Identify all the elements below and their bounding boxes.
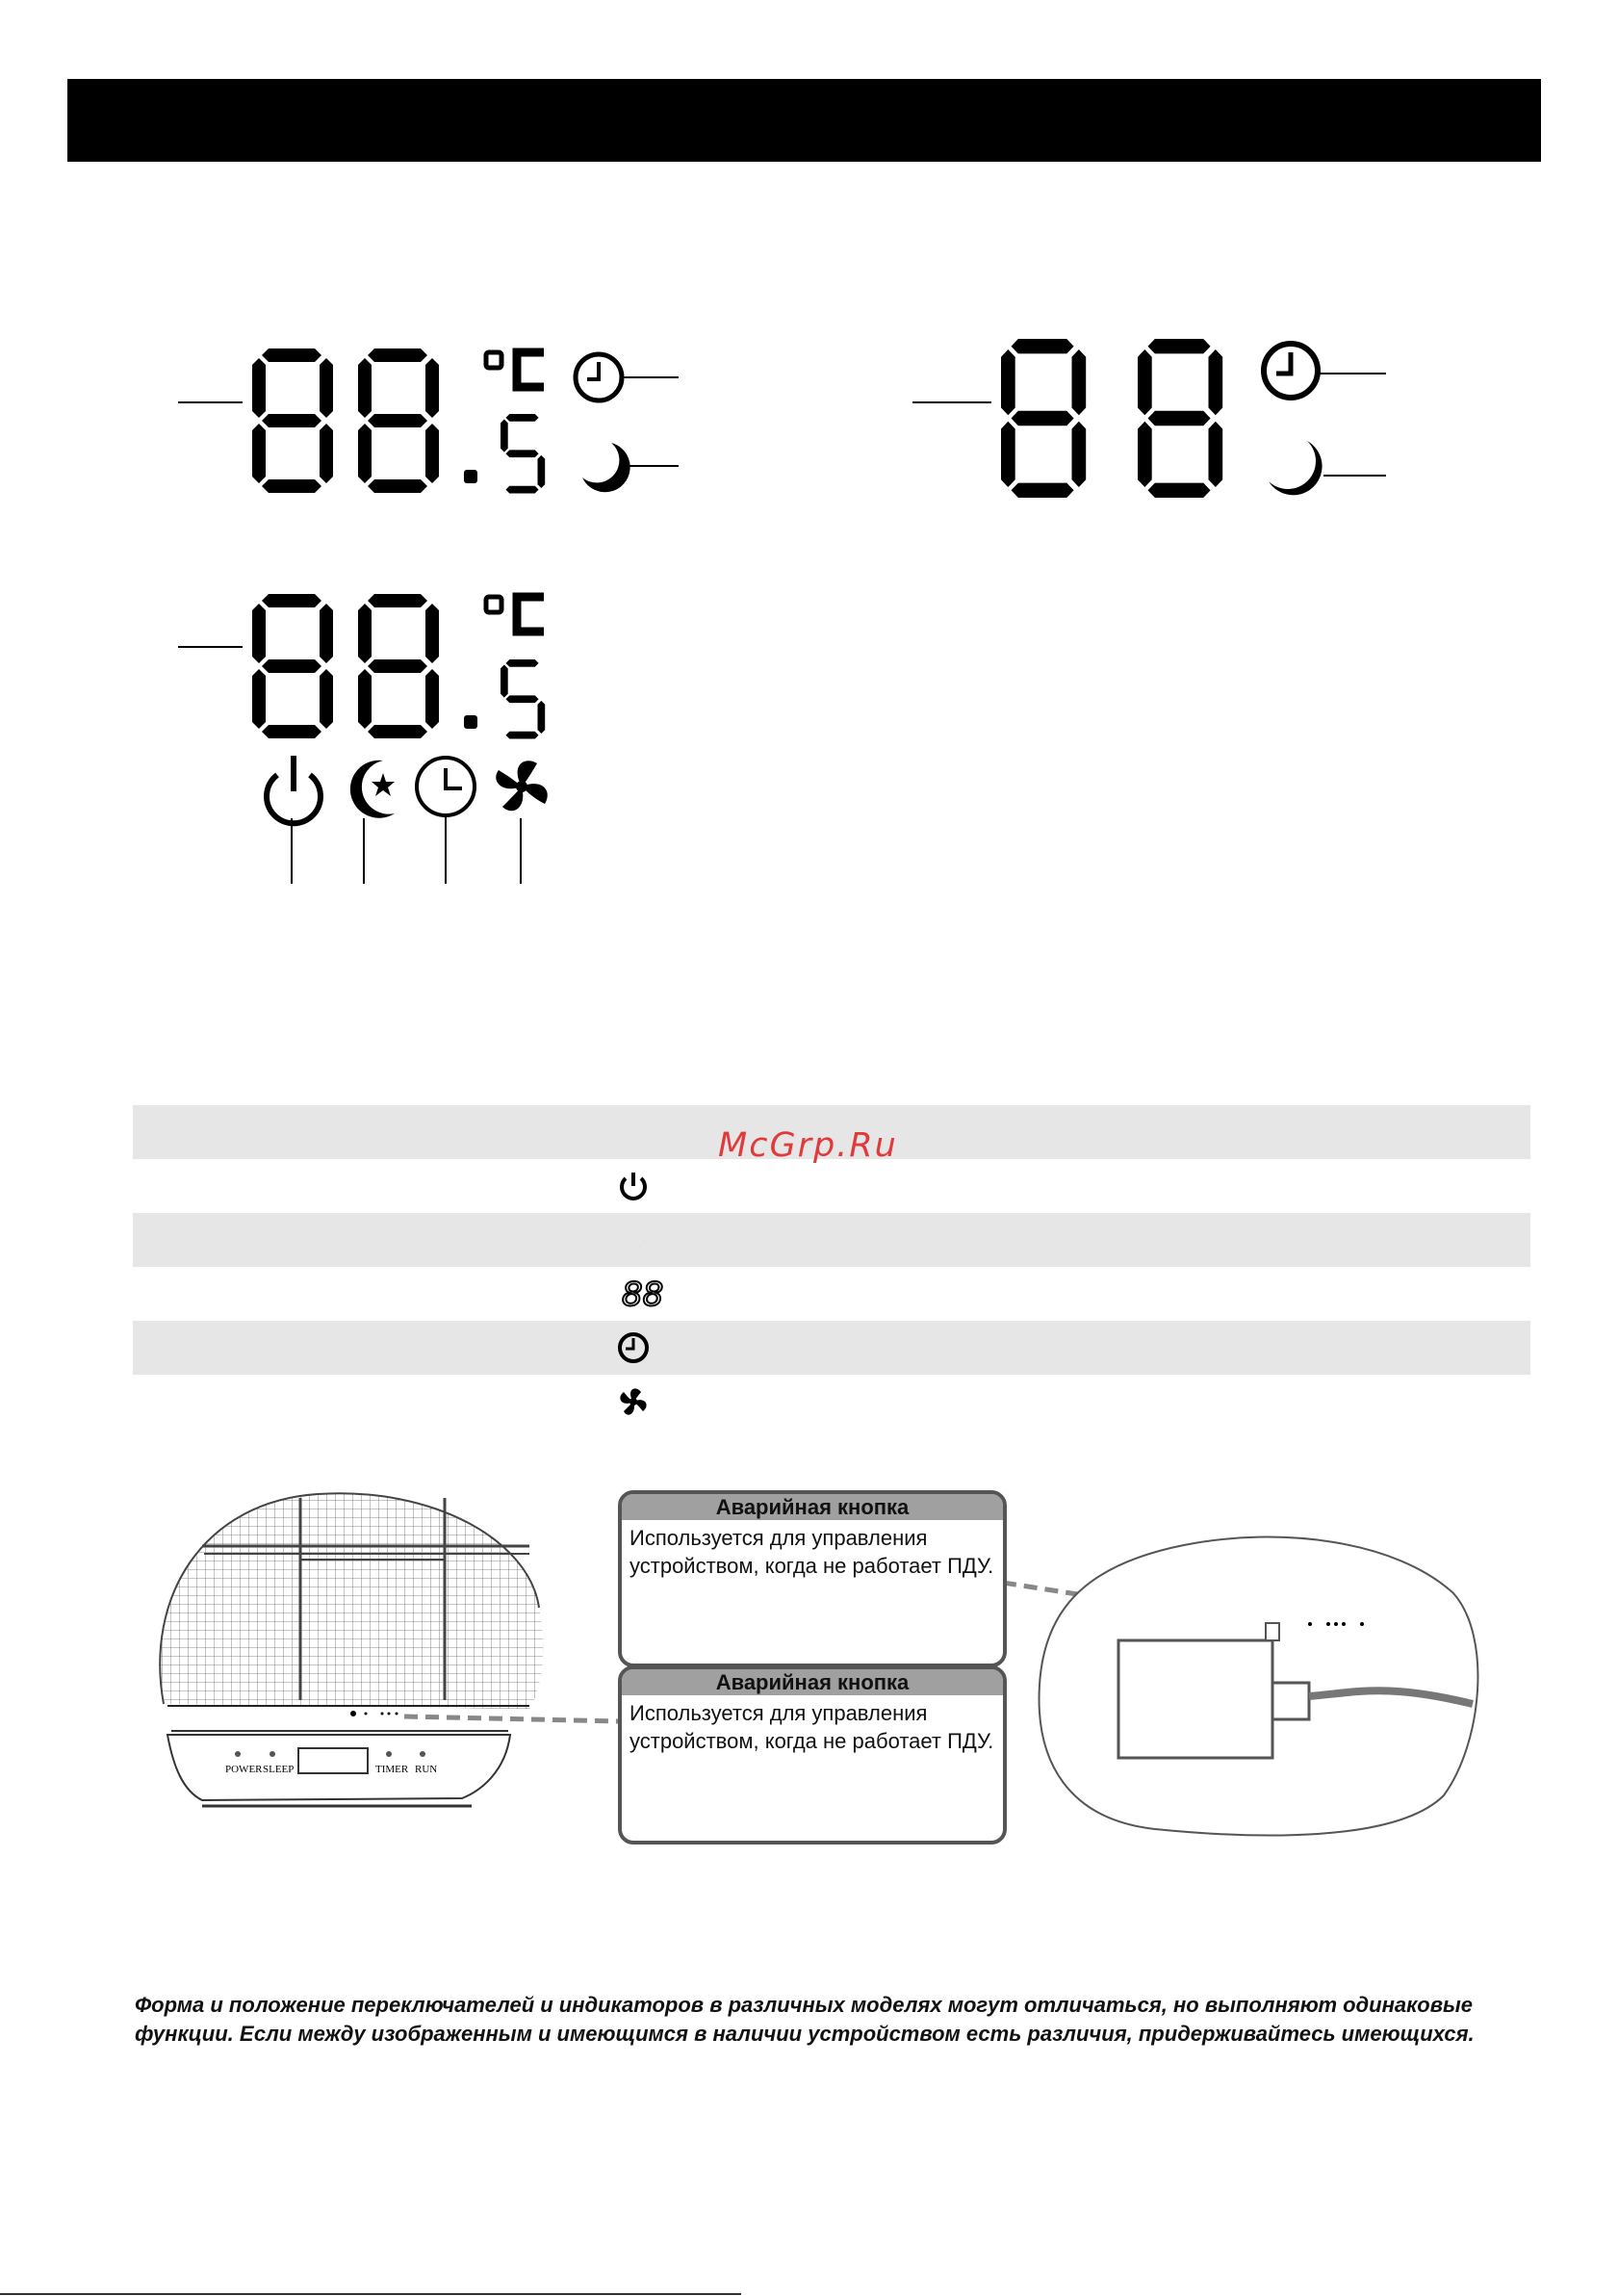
callout-body: Используется для управления устройством, когда не работает ПДУ. [629, 1701, 994, 1753]
display-diagrams [0, 0, 1618, 924]
moon-icon [614, 1221, 653, 1259]
panel-c-sleep-icon [350, 761, 395, 884]
table-row [133, 1159, 1530, 1213]
panel-a-clock-icon [576, 354, 679, 400]
panel-c-display [178, 594, 545, 739]
callout-body: Используется для управления устройством, когда не работает ПДУ. [629, 1526, 994, 1578]
panel-c-clock-icon [417, 758, 475, 884]
fan-icon [614, 1382, 653, 1421]
panel-label-timer: TIMER [375, 1764, 409, 1775]
emergency-button-callout-1 [618, 1490, 1007, 1667]
panel-label-sleep: SLEEP [263, 1764, 295, 1775]
emergency-button-detail [1030, 1521, 1482, 1848]
watermark: McGrp.Ru [718, 1126, 898, 1165]
table-row [133, 1321, 1530, 1375]
emergency-button-callout-2 [618, 1665, 1007, 1845]
callout-title: Аварийная кнопка [622, 1669, 1003, 1695]
display-88-icon [614, 1275, 664, 1313]
clock-icon [614, 1329, 653, 1367]
table-row [133, 1213, 1530, 1267]
panel-label-power: POWER [225, 1764, 263, 1775]
panel-a-moon-icon [582, 443, 679, 492]
panel-b-clock-icon [1264, 344, 1386, 398]
table-row [133, 1267, 1530, 1321]
power-icon [614, 1167, 653, 1205]
panel-a-display [178, 348, 545, 494]
bottom-rule [0, 2293, 741, 2295]
panel-b-display [912, 339, 1222, 498]
panel-b-moon-icon [1269, 441, 1386, 495]
panel-label-run: RUN [415, 1764, 438, 1775]
panel-c-fan-icon [496, 761, 547, 884]
callout-title: Аварийная кнопка [622, 1494, 1003, 1520]
display-88-glyph: 88 [622, 1276, 664, 1313]
disclaimer-note: Форма и положение переключателей и индикаторов в различных моделях могут отличаться, но выполняют одинаковые функции. Если между изображенным и имеющимся в наличии устройством есть различия, придерживайтесь имеющихся. [135, 1993, 1475, 2046]
panel-c-power-icon [267, 756, 321, 884]
table-row [133, 1375, 1530, 1429]
